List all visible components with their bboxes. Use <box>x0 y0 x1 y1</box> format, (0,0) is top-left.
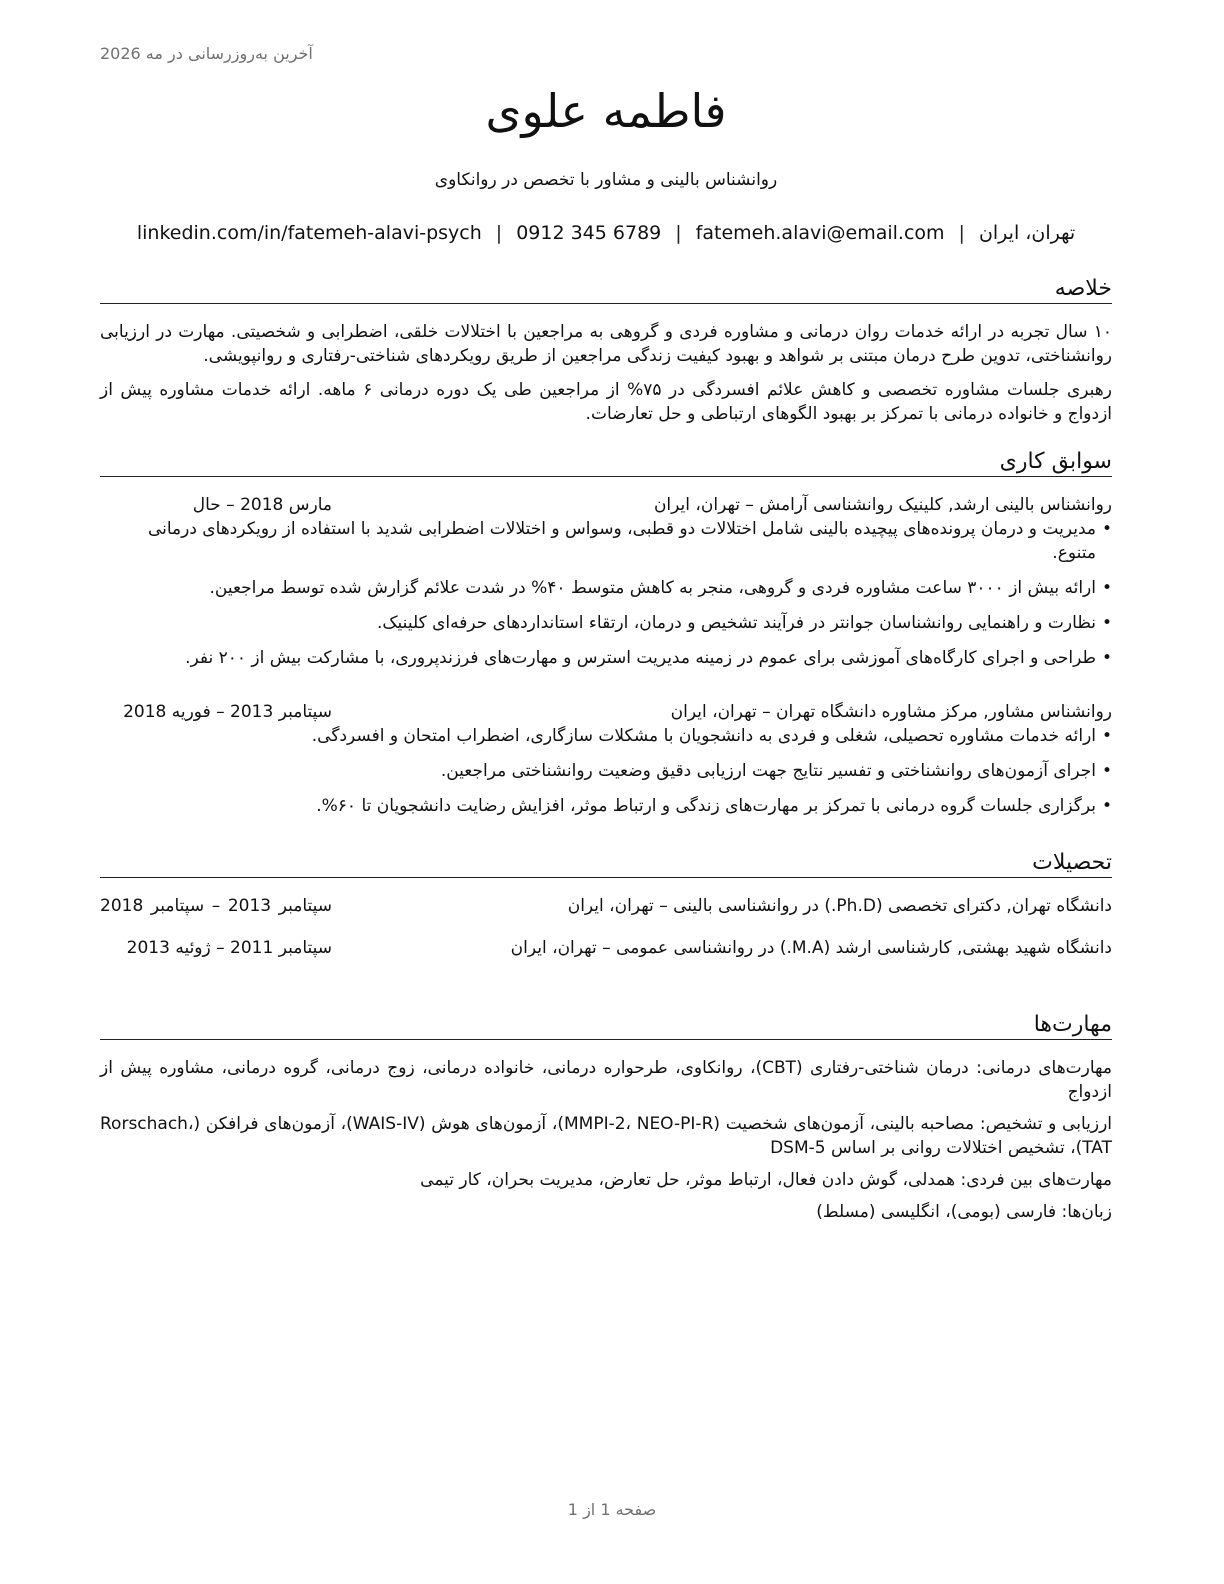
contact-linkedin[interactable]: linkedin.com/in/fatemeh-alavi-psych <box>136 222 482 244</box>
skill-line: مهارت‌های درمانی: درمان شناختی-رفتاری (CBT)، روانکاوی، طرحواره درمانی، خانواده درمانی، زوج درمانی، گروه درمانی، مشاوره پیش از ازدواج <box>100 1058 1112 1102</box>
contact-separator: | <box>958 222 965 244</box>
resume-page <box>100 0 1112 1584</box>
job-bullet: • اجرای آزمون‌های روانشناختی و تفسیر نتایج جهت ارزیابی دقیق وضعیت روانشناختی مراجعین. <box>100 759 1096 783</box>
summary-paragraph: رهبری جلسات مشاوره تخصصی و کاهش علائم افسردگی در ۷۵% از مراجعین طی یک دوره درمانی ۶ ماهه. ارائه خدمات مشاوره پیش از ازدواج و خانواده درمانی با تمرکز بر بهبود الگوهای ارتباطی و حل تعارضات. <box>100 380 1112 424</box>
contact-email[interactable]: fatemeh.alavi@email.com <box>695 222 945 244</box>
candidate-tagline: روانشناس بالینی و مشاور با تخصص در روانکاوی <box>434 170 778 190</box>
skill-line: مهارت‌های بین فردی: همدلی، گوش دادن فعال، ارتباط موثر، حل تعارض، مدیریت بحران، کار تیمی <box>420 1170 1112 1190</box>
education-title: دانشگاه تهران, دکترای تخصصی (Ph.D.) در روانشناسی بالینی – تهران، ایران <box>567 896 1112 916</box>
candidate-name: فاطمه علوی <box>485 84 727 138</box>
job-title: روانشناس بالینی ارشد, کلینیک روانشناسی آرامش – تهران، ایران <box>653 495 1112 515</box>
education-title: دانشگاه شهید بهشتی, کارشناسی ارشد (M.A.) در روانشناسی عمومی – تهران، ایران <box>510 938 1112 958</box>
job-bullet: • ارائه بیش از ۳۰۰۰ ساعت مشاوره فردی و گروهی، منجر به کاهش متوسط ۴۰% در شدت علائم گزارش شده توسط مراجعین. <box>100 576 1096 600</box>
education-entry <box>100 894 1112 918</box>
contact-location: تهران، ایران <box>978 222 1076 244</box>
job-bullet: • طراحی و اجرای کارگاه‌های آموزشی برای عموم در زمینه مدیریت استرس و مهارت‌های فرزندپروری، با مشارکت بیش از ۲۰۰ نفر. <box>100 646 1096 670</box>
job-date: مارس 2018 – حال <box>192 495 332 515</box>
section-title-education: تحصیلات <box>100 850 1112 878</box>
job-bullet: • نظارت و راهنمایی روانشناسان جوانتر در فرآیند تشخیص و درمان، ارتقاء استانداردهای حرفه‌ای کلینیک. <box>100 611 1096 635</box>
section-title-skills: مهارت‌ها <box>100 1012 1112 1040</box>
education-date: سپتامبر 2011 – ژوئیه 2013 <box>126 938 332 958</box>
education-entry <box>100 936 1112 960</box>
contact-line <box>100 222 1112 244</box>
job-entry <box>100 700 1112 818</box>
contact-phone: 0912 345 6789 <box>516 222 662 244</box>
summary-paragraph: ۱۰ سال تجربه در ارائه خدمات روان درمانی و مشاوره فردی و گروهی به مراجعین با اختلالات خلقی، اضطرابی و شخصیتی. مهارت در ارزیابی روانشناختی، تدوین طرح درمان مبتنی بر شواهد و بهبود کیفیت زندگی مراجعین از طریق رویکردهای شناختی-رفتاری و روانپویشی. <box>100 322 1112 366</box>
job-title: روانشناس مشاور, مرکز مشاوره دانشگاه تهران – تهران، ایران <box>670 702 1112 722</box>
job-bullet: • مدیریت و درمان پرونده‌های پیچیده بالینی شامل اختلالات دو قطبی، وسواس و اختلالات اضطرابی شدید با استفاده از رویکردهای درمانی متنوع. <box>100 517 1096 565</box>
page-indicator: صفحه 1 از 1 <box>567 1500 657 1519</box>
education-section <box>100 850 1112 960</box>
job-bullet: • برگزاری جلسات گروه درمانی با تمرکز بر مهارت‌های زندگی و ارتباط موثر، افزایش رضایت دانشجویان تا ۶۰%. <box>100 794 1096 818</box>
skill-line: ارزیابی و تشخیص: مصاحبه بالینی، آزمون‌های شخصیت (MMPI-2، NEO-PI-R)، آزمون‌های هوش (WAIS-IV)، آزمون‌های فرافکن (Rorschach، TAT)، تشخیص اختلالات روانی بر اساس DSM-5 <box>100 1114 1112 1158</box>
job-bullets <box>100 517 1112 670</box>
job-date: سپتامبر 2013 – فوریه 2018 <box>123 702 332 722</box>
contact-separator: | <box>675 222 682 244</box>
section-title-summary: خلاصه <box>100 276 1112 304</box>
skill-line: زبان‌ها: فارسی (بومی)، انگلیسی (مسلط) <box>816 1202 1112 1222</box>
job-bullet: • ارائه خدمات مشاوره تحصیلی، شغلی و فردی به دانشجویان با مشکلات سازگاری، اضطراب امتحان و افسردگی. <box>100 724 1096 748</box>
job-heading-row <box>100 493 1112 517</box>
experience-section <box>100 449 1112 829</box>
education-date: سپتامبر 2013 – سپتامبر 2018 <box>100 896 332 916</box>
job-entry <box>100 493 1112 670</box>
job-heading-row <box>100 700 1112 724</box>
section-title-experience: سوابق کاری <box>100 449 1112 477</box>
last-updated-note: آخرین به‌روزرسانی در مه 2026 <box>100 44 313 63</box>
skills-section <box>100 1012 1112 1232</box>
contact-separator: | <box>495 222 503 244</box>
job-bullets <box>100 724 1112 818</box>
summary-section <box>100 276 1112 426</box>
